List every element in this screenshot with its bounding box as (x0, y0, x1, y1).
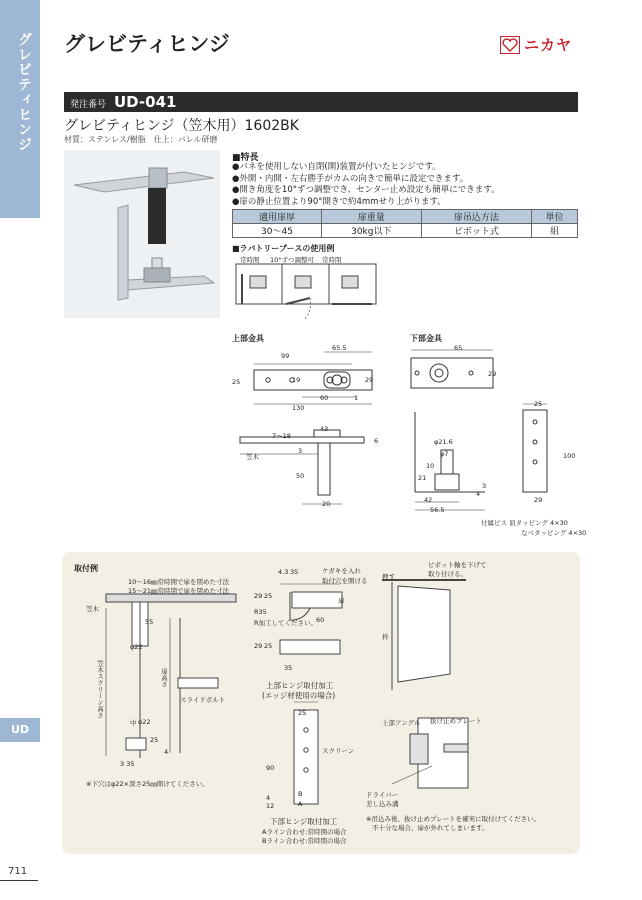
push-label: 押す (382, 573, 395, 581)
upper-hinge-caption: 上部ヒンジ取付加工 (266, 681, 334, 690)
dimension-label: 42 (424, 496, 433, 504)
driver-label: 差し込み溝 (366, 800, 399, 808)
dimension-label: φ22 (138, 718, 151, 726)
dimension-label: 4 (266, 794, 271, 802)
install-note: 10～16㎜常時開で扉を閉めた寸法 (128, 578, 230, 586)
dimension-label: φ21.6 (434, 438, 453, 446)
page-number: 711 (8, 866, 28, 877)
dimension-label: 29 (534, 496, 543, 504)
dimension-label: 65 (454, 344, 463, 352)
side-category-tab (0, 0, 40, 218)
lavatory-label: 常時開 (240, 256, 260, 264)
installation-title: 取付例 (74, 564, 98, 573)
lower-fitting-drawing (405, 342, 580, 517)
screen-label: スクリーン (322, 747, 355, 755)
screen-height-label: 笠木スクリーン高さ (96, 660, 104, 719)
order-number-label: 発注番号 (70, 100, 107, 110)
dimension-label: 55 (145, 618, 154, 626)
feature-item: ●開き角度を10°ずつ調整でき、センター止め設定も簡単にできます。 (232, 185, 500, 195)
dimension-label: 6 (374, 437, 379, 445)
page-number-rule (0, 880, 38, 881)
install-note: ピボット軸を下げて (428, 561, 487, 569)
upper-fitting-drawing (232, 342, 402, 512)
spec-header: 扉重量 (322, 210, 422, 224)
feature-item: ●バネを使用しない自閉(開)装置が付いたヒンジです。 (232, 162, 441, 172)
spec-header: 扉吊込方法 (421, 210, 532, 224)
hinge-photo-illustration (64, 150, 220, 318)
spec-cell: ピボット式 (421, 224, 532, 238)
screw-note: なべタッピング 4×30 (521, 529, 587, 537)
door-label: 扉 (338, 597, 345, 605)
section-tab-ud: UD (0, 718, 40, 742)
dimension-label: 3 (298, 447, 303, 455)
spec-header-row (233, 210, 578, 224)
dimension-label: R35 (254, 608, 267, 616)
install-note: R加工してください。 (254, 619, 318, 627)
dimension-label: 60 (316, 616, 325, 624)
lavatory-diagram (232, 262, 382, 326)
dimension-label: 60 (320, 394, 329, 402)
install-footnote: ※下穴はφ22×深さ25㎜開けてください。 (86, 780, 209, 788)
spec-row (233, 224, 578, 238)
lavatory-label: 10°ずつ調整可 (270, 256, 315, 264)
lower-hinge-caption: Bライン合わせ:常時閉の場合 (262, 837, 347, 845)
dimension-label: 4.3 (278, 568, 289, 576)
dimension-label: 130 (292, 404, 305, 412)
slide-bolt-label: スライドボルト (180, 696, 226, 704)
side-tab-label: グレビティヒンジ (16, 32, 32, 152)
dimension-label: 25 (534, 400, 543, 408)
product-material: 材質：ステンレス/樹脂 仕上：バレル研磨 (64, 135, 218, 144)
dimension-label: 3 35 (120, 760, 135, 768)
dimension-label: 12 (266, 802, 275, 810)
lavatory-heading: ■ラバトリーブースの使用例 (232, 244, 335, 253)
lower-hinge-caption: 下部ヒンジ取付加工 (270, 817, 338, 826)
dimension-label: 20 (322, 500, 331, 508)
spec-cell: 30～45 (233, 224, 322, 238)
line-b-label: B (298, 790, 303, 798)
brand-name: ニカヤ (524, 36, 573, 54)
dimension-label: 99 (281, 352, 290, 360)
dimension-label: 3 (482, 482, 487, 490)
upper-fitting-heading: 上部金具 (232, 334, 264, 343)
upper-hinge-caption: (エッジ材使用の場合) (262, 691, 336, 700)
spec-cell: 30kg以下 (322, 224, 422, 238)
dimension-label: 90 (266, 764, 275, 772)
feature-item: ●外開・内開・左右勝手がカムの向きで簡単に設定できます。 (232, 173, 469, 184)
dimension-label: 19 (292, 376, 301, 384)
order-number-bar (64, 92, 578, 112)
frame-label: 枠 (382, 633, 389, 641)
install-right-drawing (372, 566, 572, 816)
dimension-label: 35 (290, 568, 299, 576)
product-photo (64, 150, 220, 318)
dimension-label: 29 (365, 376, 374, 384)
dimension-label: 43 (320, 425, 329, 433)
stopper-plate-label: 抜け止めプレート (430, 717, 482, 725)
spec-cell: 組 (532, 224, 578, 238)
install-footnote: 不十分な場合、扉が外れてしまいます。 (372, 824, 489, 832)
dimension-label: 29 (488, 370, 497, 378)
upper-angle-label: 上部アングル (382, 719, 421, 727)
dimension-label: 4 (476, 490, 481, 498)
spec-table (232, 209, 578, 238)
dimension-label: 10 (426, 462, 435, 470)
order-number: UD-041 (114, 93, 177, 111)
install-note: 15～21㎜常時閉で扉を閉めた寸法 (128, 587, 230, 595)
dimension-label: 25 (150, 736, 159, 744)
dimension-label: 29 (254, 642, 263, 650)
driver-label: ドライバー (366, 791, 399, 799)
spec-header: 単位 (532, 210, 578, 224)
line-a-label: A (298, 800, 303, 808)
product-name: グレビティヒンジ（笠木用）1602BK (64, 118, 299, 134)
dimension-label: 29 (254, 592, 263, 600)
dimension-label: 25 (264, 642, 273, 650)
kasagi-label: 笠木 (246, 453, 259, 461)
lower-fitting-heading: 下部金具 (410, 334, 442, 343)
heart-icon (500, 36, 520, 54)
dimension-label: 1 (354, 394, 359, 402)
dimension-label: φ7 (440, 450, 449, 458)
kasagi-label: 笠木 (86, 605, 99, 613)
dimension-label: 7～18 (272, 432, 291, 440)
dimension-label: 4 (164, 748, 169, 756)
features-list (232, 162, 500, 208)
install-note: 取付穴を開ける (322, 577, 368, 585)
dimension-label: 25 (264, 592, 273, 600)
dimension-label: 25 (298, 709, 307, 717)
dimension-label: 中 (130, 719, 137, 727)
dimension-label: 65.5 (332, 344, 347, 352)
install-footnote: ※吊込み後、抜け止めプレートを確実に取付けてください。 (366, 815, 541, 823)
dimension-label: 25 (232, 378, 241, 386)
dimension-label: 21 (418, 474, 427, 482)
door-height-label: 扉高さ (160, 668, 168, 688)
spec-header: 適用扉厚 (233, 210, 322, 224)
lavatory-label: 常時閉 (322, 256, 342, 264)
dimension-label: φ22 (130, 643, 143, 651)
install-note: ケガキを入れ (322, 567, 361, 575)
install-note: 取り付ける。 (428, 570, 467, 578)
dimension-label: 100 (563, 452, 576, 460)
dimension-label: 35 (284, 664, 293, 672)
feature-item: ●扉の静止位置より90°開きで約4mmせり上がります。 (232, 196, 446, 207)
brand-logo (500, 34, 572, 55)
screw-note: 付属ビス 皿タッピング 4×30 (481, 519, 568, 527)
dimension-label: 50 (296, 472, 305, 480)
features-heading: ■特長 (232, 153, 259, 163)
page-title: グレビティヒンジ (64, 32, 230, 56)
dimension-label: 56.5 (430, 506, 445, 514)
lower-hinge-caption: Aライン合わせ:常時開の場合 (262, 828, 347, 836)
